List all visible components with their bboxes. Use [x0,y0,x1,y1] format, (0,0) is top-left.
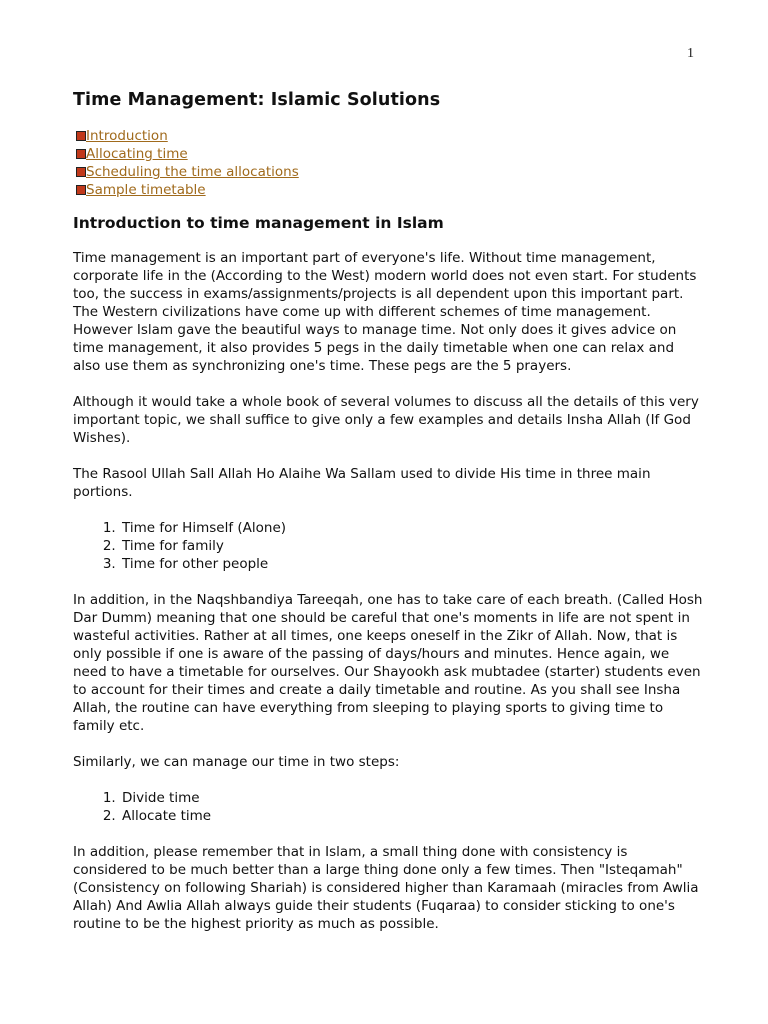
toc-item-scheduling [76,163,703,181]
square-bullet-icon [76,185,86,195]
toc-link-allocating-time[interactable]: Allocating time [86,146,188,162]
page-number: 1 [687,46,694,61]
list-item: 1. Time for Himself (Alone) [120,519,703,537]
toc-link-introduction[interactable]: Introduction [86,128,168,144]
list-item: 1. Divide time [120,789,703,807]
toc-link-sample-timetable[interactable]: Sample timetable [86,182,206,198]
paragraph: Although it would take a whole book of several volumes to discuss all the details of this very important topic, we shall suffice to give only a few examples and details Insha Allah (If God Wishes). [73,394,699,446]
document-title: Time Management: Islamic Solutions [73,90,441,110]
toc-item-allocating-time [76,145,703,163]
paragraph: Similarly, we can manage our time in two steps: [73,754,400,770]
document-body [73,90,703,951]
paragraph: The Rasool Ullah Sall Allah Ho Alaihe Wa Sallam used to divide His time in three main portions. [73,466,651,500]
time-steps-list [73,789,703,825]
square-bullet-icon [76,149,86,159]
list-item: 2. Allocate time [120,807,703,825]
list-item: 3. Time for other people [120,555,703,573]
list-item: 2. Time for family [120,537,703,555]
paragraph: In addition, in the Naqshbandiya Tareeqah, one has to take care of each breath. (Called Hosh Dar Dumm) meaning that one should be careful that one's moments in life are not spent in wasteful activities. Rather at all times, one keeps oneself in the Zikr of Allah. Now, that is only possible if one is aware of the passing of days/hours and minutes. Hence again, we need to have a timetable for ourselves. Our Shayookh ask mubtadee (starter) students even to account for their times and create a daily timetable and routine. As you shall see Insha Allah, the routine can have everything from sleeping to playing sports to giving time to family etc. [73,592,703,734]
table-of-contents [73,127,703,199]
section-heading: Introduction to time management in Islam [73,214,444,232]
toc-item-sample-timetable [76,181,703,199]
toc-item-introduction [76,127,703,145]
toc-link-scheduling[interactable]: Scheduling the time allocations [86,164,299,180]
paragraph: Time management is an important part of everyone's life. Without time management, corporate life in the (According to the West) modern world does not even start. For students too, the success in exams/assignments/projects is all dependent upon this important part. The Western civilizations have come up with different schemes of time management. However Islam gave the beautiful ways to manage time. Not only does it gives advice on time management, it also provides 5 pegs in the daily timetable when one can relax and also use them as synchronizing one's time. These pegs are the 5 prayers. [73,250,697,374]
time-portions-list [73,519,703,573]
square-bullet-icon [76,131,86,141]
paragraph: In addition, please remember that in Islam, a small thing done with consistency is considered to be much better than a large thing done only a few times. Then "Isteqamah" (Consistency on following Shariah) is considered higher than Karamaah (miracles from Awlia Allah) And Awlia Allah always guide their students (Fuqaraa) to consider sticking to one's routine to be the highest priority as much as possible. [73,844,699,932]
square-bullet-icon [76,167,86,177]
